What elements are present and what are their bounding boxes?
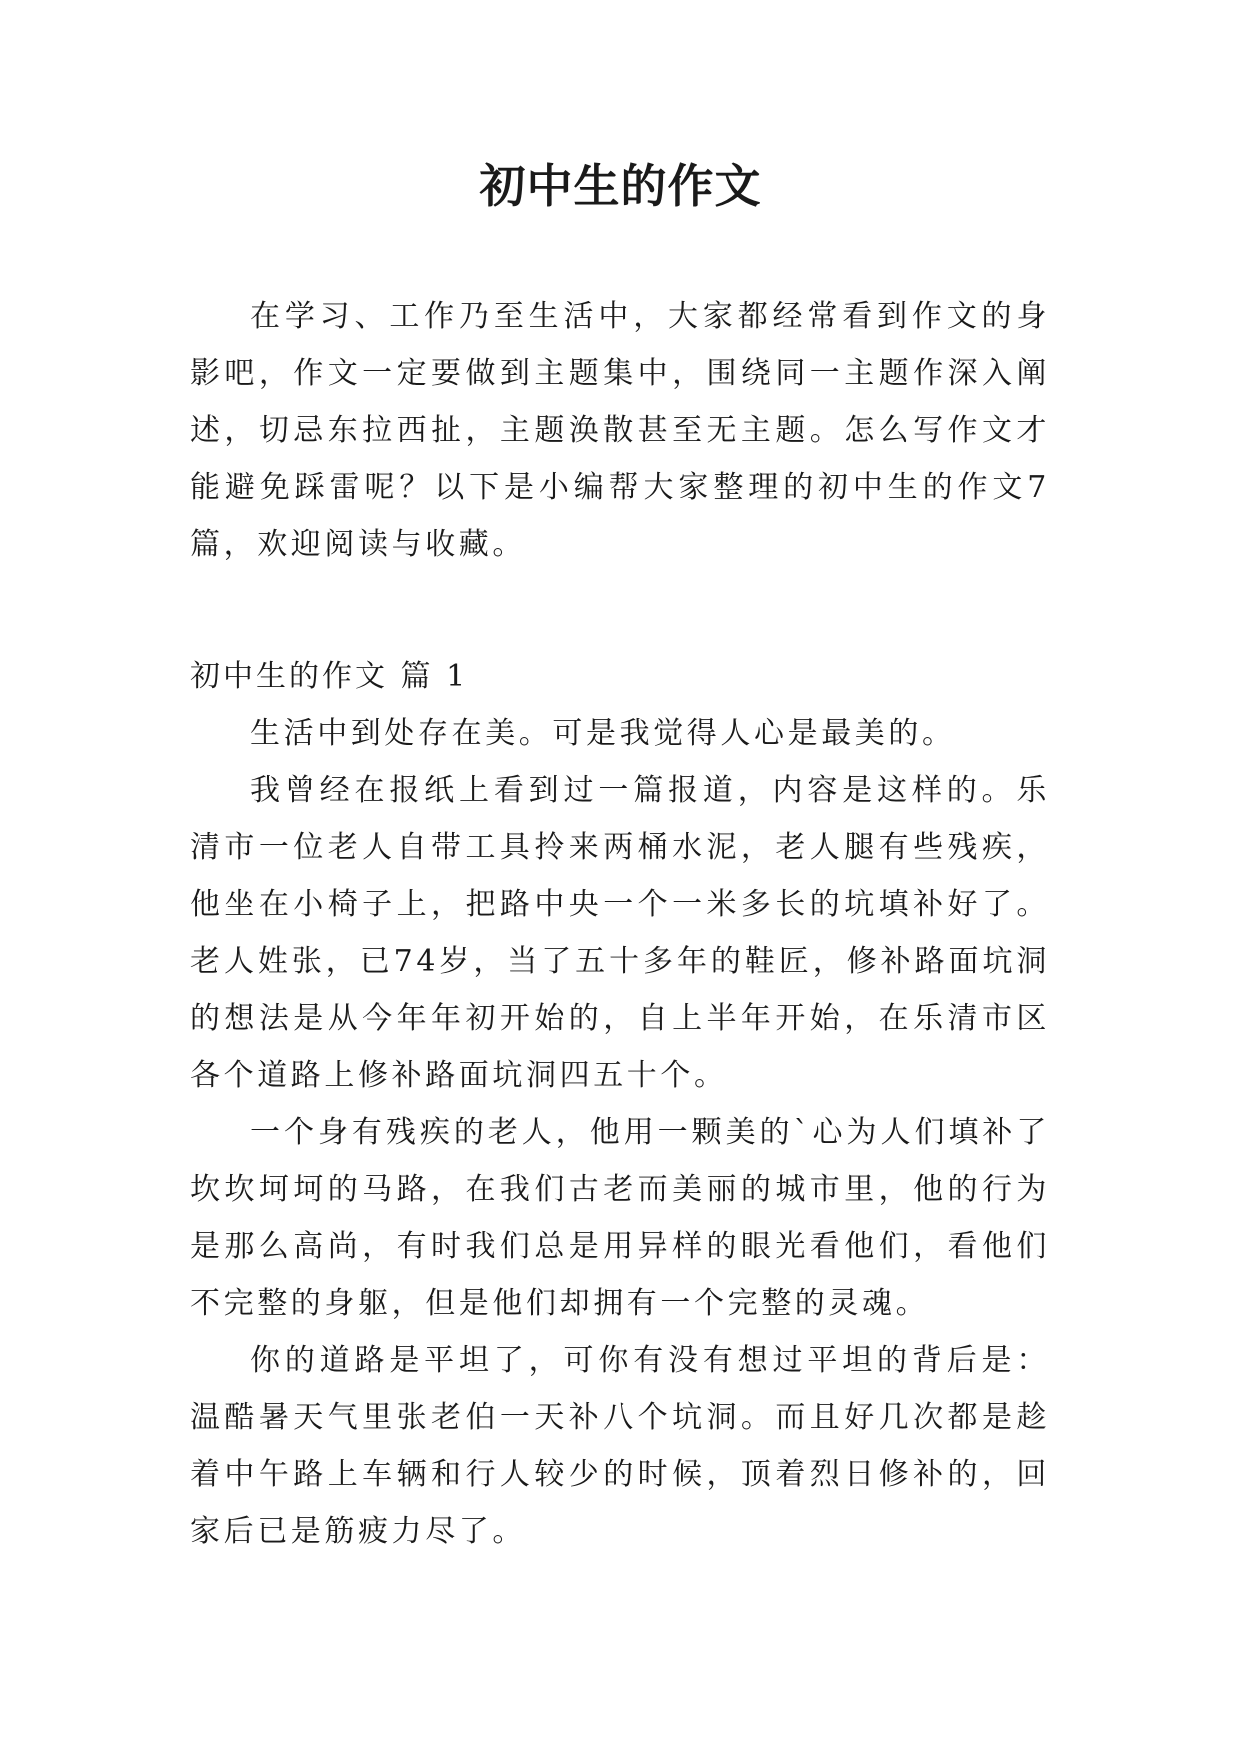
section-heading: 初中生的作文 篇 1 bbox=[190, 659, 469, 694]
document-title: 初中生的作文 bbox=[479, 159, 762, 213]
paragraph-4: 你的道路是平坦了，可你有没有想过平坦的背后是：温酷暑天气里张老伯一天补八个坑洞。而且好几次都是趁着中午路上车辆和行人较少的时候，顶着烈日修补的，回家后已是筋疲力尽了。 bbox=[190, 1343, 1050, 1549]
paragraph-1: 生活中到处存在美。可是我觉得人心是最美的。 bbox=[250, 716, 956, 751]
paragraph-2: 我曾经在报纸上看到过一篇报道，内容是这样的。乐清市一位老人自带工具拎来两桶水泥，老人腿有些残疾，他坐在小椅子上，把路中央一个一米多长的坑填补好了。老人姓张，已74岁，当了五十多年的鞋匠，修补路面坑洞的想法是从今年年初开始的，自上半年开始，在乐清市区各个道路上修补路面坑洞四五十个。 bbox=[190, 773, 1050, 1093]
essay-section-1 bbox=[190, 648, 1050, 1560]
intro-paragraph: 在学习、工作乃至生活中，大家都经常看到作文的身影吧，作文一定要做到主题集中，围绕同一主题作深入阐述，切忌东拉西扯，主题涣散甚至无主题。怎么写作文才能避免踩雷呢？以下是小编帮大家整理的初中生的作文7篇，欢迎阅读与收藏。 bbox=[190, 299, 1050, 562]
intro-block bbox=[190, 288, 1050, 573]
paragraph-3: 一个身有残疾的老人，他用一颗美的`心为人们填补了坎坎坷坷的马路，在我们古老而美丽的城市里，他的行为是那么高尚，有时我们总是用异样的眼光看他们，看他们不完整的身躯，但是他们却拥有一个完整的灵魂。 bbox=[190, 1115, 1050, 1321]
